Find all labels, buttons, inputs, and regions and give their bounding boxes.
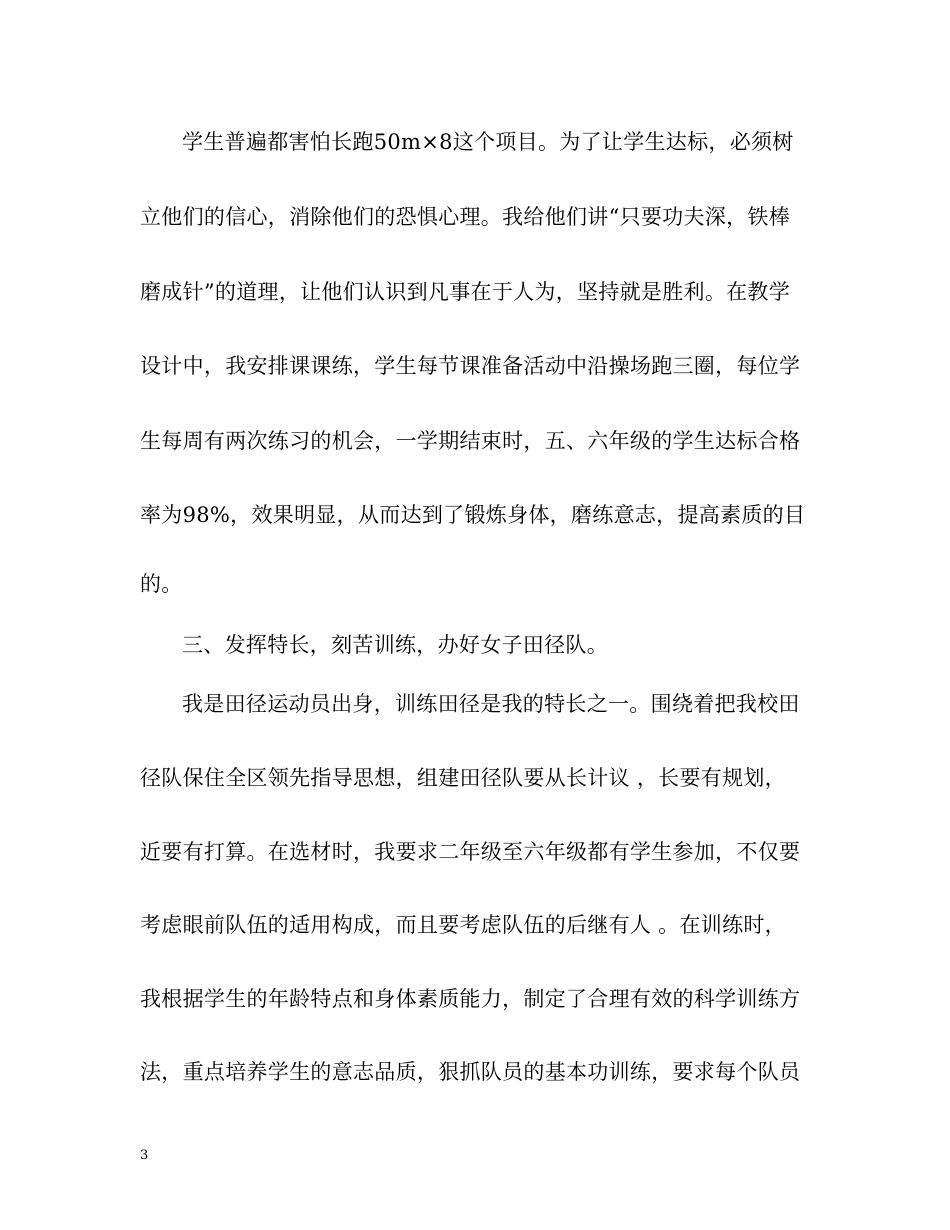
section-heading: 三、发挥特长，刻苦训练，办好女子田径队。: [182, 633, 608, 657]
text-line: 径队保住全区领先指导思想，组建田径队要从长计议 ，长要有规划，: [140, 766, 786, 790]
text-line: 法，重点培养学生的意志品质，狠抓队员的基本功训练，要求每个队员: [140, 1060, 801, 1084]
text-line: 设计中，我安排课课练，学生每节课准备活动中沿操场跑三圈，每位学: [140, 354, 801, 378]
text-line: 我根据学生的年龄特点和身体素质能力，制定了合理有效的科学训练方: [140, 987, 801, 1011]
text-line: 磨成针”的道理，让他们认识到凡事在于人为，坚持就是胜利。在教学: [140, 280, 791, 304]
text-line: 考虑眼前队伍的适用构成，而且要考虑队伍的后继有人 。在训练时，: [140, 913, 786, 937]
text-line: 率为98%，效果明显，从而达到了锻炼身体，磨练意志，提高素质的目: [140, 503, 806, 527]
text-line: 我是田径运动员出身，训练田径是我的特长之一。围绕着把我校田: [182, 692, 800, 716]
text-line: 立他们的信心，消除他们的恐惧心理。我给他们讲“只要功夫深，铁棒: [140, 205, 791, 229]
page-number: 3: [140, 1148, 149, 1163]
text-line: 的。: [140, 572, 183, 596]
text-line: 近要有打算。在选材时，我要求二年级至六年级都有学生参加，不仅要: [140, 840, 801, 864]
text-line: 生每周有两次练习的机会，一学期结束时，五、六年级的学生达标合格: [140, 429, 801, 453]
text-line: 学生普遍都害怕长跑50m×8这个项目。为了让学生达标，必须树: [182, 130, 794, 154]
